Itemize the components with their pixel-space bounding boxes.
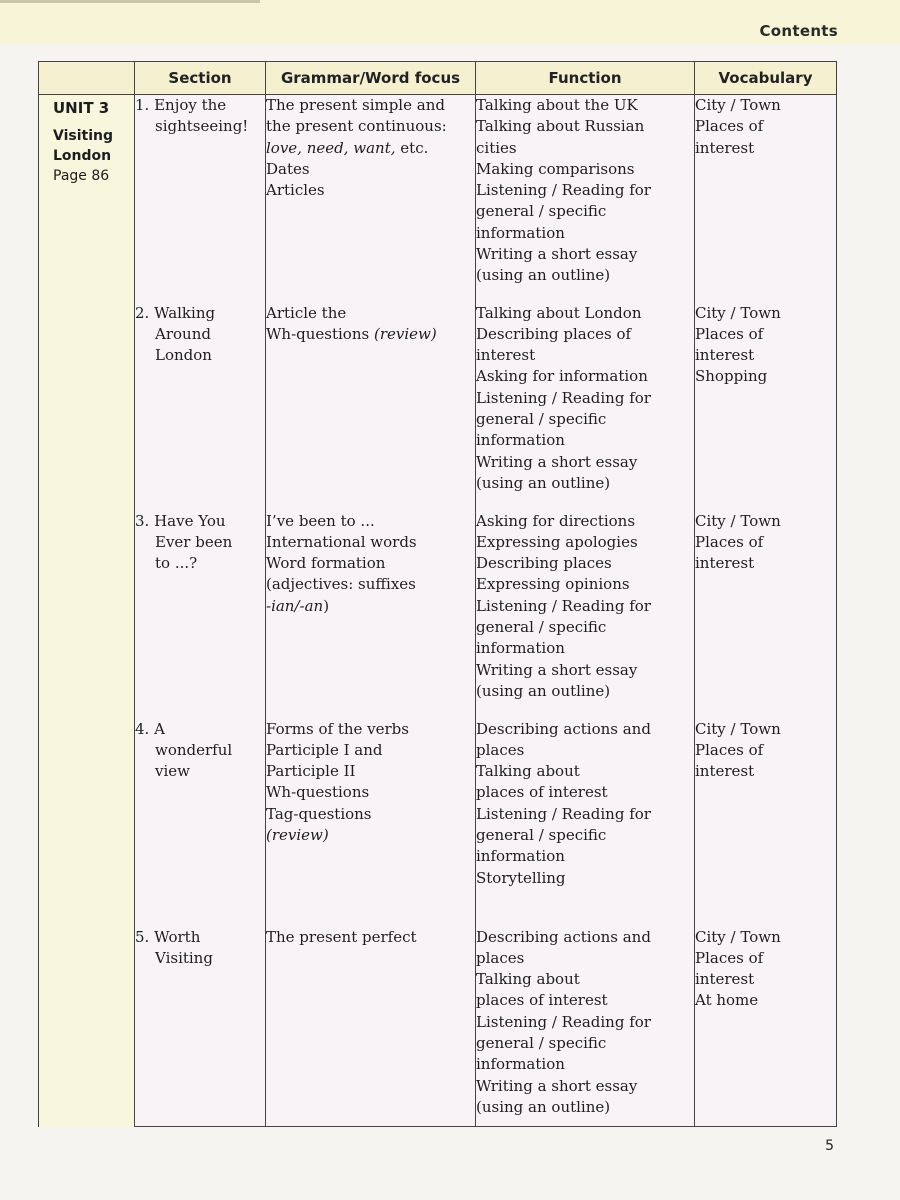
section-line: 2. Walking bbox=[135, 303, 216, 322]
function-line: (using an outline) bbox=[476, 266, 611, 285]
grammar-cell bbox=[266, 719, 476, 927]
grammar-line: (adjectives: suffixes bbox=[266, 575, 416, 594]
function-line: information bbox=[476, 223, 565, 242]
function-line: Writing a short essay bbox=[476, 452, 638, 471]
column-header-vocabulary: Vocabulary bbox=[695, 62, 837, 95]
column-header-section: Section bbox=[135, 62, 266, 95]
function-line: Listening / Reading for bbox=[476, 804, 651, 823]
grammar-line: Dates bbox=[266, 159, 310, 178]
function-line: Storytelling bbox=[476, 868, 566, 887]
function-line: general / specific bbox=[476, 617, 607, 636]
function-line: general / specific bbox=[476, 409, 607, 428]
section-cell bbox=[135, 95, 266, 303]
function-line: Talking about London bbox=[476, 303, 642, 322]
unit-title-line2: London bbox=[53, 148, 112, 164]
function-line: information bbox=[476, 639, 565, 658]
function-line: general / specific bbox=[476, 825, 607, 844]
column-header-function: Function bbox=[476, 62, 695, 95]
grammar-cell bbox=[266, 303, 476, 511]
grammar-line: Tag-questions bbox=[266, 804, 372, 823]
vocabulary-line: interest bbox=[695, 346, 755, 365]
section-line: Visiting bbox=[155, 948, 213, 967]
function-line: Talking about bbox=[476, 762, 580, 781]
table-header-row bbox=[39, 62, 837, 95]
header-unit-cell bbox=[39, 62, 135, 95]
vocabulary-cell bbox=[695, 719, 837, 927]
function-line: Making comparisons bbox=[476, 159, 635, 178]
grammar-cell bbox=[266, 95, 476, 303]
vocabulary-line: Places of bbox=[695, 740, 764, 759]
section-cell bbox=[135, 927, 266, 1127]
function-line: Describing actions and bbox=[476, 719, 651, 738]
function-line: Talking about the UK bbox=[476, 96, 638, 114]
vocabulary-line: City / Town bbox=[695, 927, 781, 946]
vocabulary-line: City / Town bbox=[695, 719, 781, 738]
grammar-line: Participle I and bbox=[266, 740, 383, 759]
vocabulary-line: City / Town bbox=[695, 303, 781, 322]
function-line: information bbox=[476, 431, 565, 450]
section-line: sightseeing! bbox=[155, 117, 249, 136]
section-cell bbox=[135, 719, 266, 927]
function-line: Asking for directions bbox=[476, 511, 636, 530]
function-line: Listening / Reading for bbox=[476, 181, 651, 200]
grammar-line: Wh-questions (review) bbox=[266, 324, 437, 343]
column-header-grammar: Grammar/Word focus bbox=[266, 62, 476, 95]
function-line: Describing actions and bbox=[476, 927, 651, 946]
section-cell bbox=[135, 511, 266, 719]
grammar-cell bbox=[266, 511, 476, 719]
vocabulary-line: City / Town bbox=[695, 96, 781, 114]
function-cell bbox=[476, 511, 695, 719]
function-line: Talking about Russian bbox=[476, 117, 645, 136]
vocabulary-line: interest bbox=[695, 762, 755, 781]
table-row bbox=[39, 511, 837, 719]
vocabulary-line: Places of bbox=[695, 117, 764, 136]
grammar-line: love, need, want, etc. bbox=[266, 138, 429, 157]
table-row bbox=[39, 303, 837, 511]
grammar-line: The present simple and bbox=[266, 96, 445, 114]
section-line: 4. A bbox=[135, 719, 165, 738]
function-line: places bbox=[476, 740, 525, 759]
function-line: Writing a short essay bbox=[476, 1076, 638, 1095]
function-line: Writing a short essay bbox=[476, 245, 638, 264]
unit-number: UNIT 3 bbox=[53, 99, 110, 117]
section-line: wonderful bbox=[155, 740, 233, 759]
vocabulary-line: City / Town bbox=[695, 511, 781, 530]
vocabulary-cell bbox=[695, 927, 837, 1127]
table-row bbox=[39, 927, 837, 1127]
function-line: Listening / Reading for bbox=[476, 388, 651, 407]
unit-page: Page 86 bbox=[53, 168, 110, 184]
function-line: (using an outline) bbox=[476, 1097, 611, 1116]
function-line: Talking about bbox=[476, 970, 580, 989]
function-line: general / specific bbox=[476, 1033, 607, 1052]
grammar-cell bbox=[266, 927, 476, 1127]
function-line: interest bbox=[476, 346, 536, 365]
vocabulary-line: interest bbox=[695, 138, 755, 157]
function-cell bbox=[476, 95, 695, 303]
function-line: information bbox=[476, 1055, 565, 1074]
function-line: information bbox=[476, 847, 565, 866]
grammar-line: (review) bbox=[266, 825, 329, 844]
grammar-line: Articles bbox=[266, 181, 325, 200]
function-line: Listening / Reading for bbox=[476, 1012, 651, 1031]
function-line: general / specific bbox=[476, 202, 607, 221]
vocabulary-line: Places of bbox=[695, 324, 764, 343]
function-line: Expressing apologies bbox=[476, 532, 638, 551]
grammar-line: Forms of the verbs bbox=[266, 719, 409, 738]
grammar-line: International words bbox=[266, 532, 417, 551]
vocabulary-cell bbox=[695, 95, 837, 303]
section-line: view bbox=[155, 762, 190, 781]
function-line: (using an outline) bbox=[476, 473, 611, 492]
function-line: Listening / Reading for bbox=[476, 596, 651, 615]
grammar-line: Article the bbox=[266, 303, 347, 322]
grammar-line: Participle II bbox=[266, 762, 356, 781]
grammar-line: Word formation bbox=[266, 554, 386, 573]
section-line: to ...? bbox=[155, 554, 198, 573]
vocabulary-line: interest bbox=[695, 970, 755, 989]
function-cell bbox=[476, 927, 695, 1127]
unit-cell bbox=[39, 95, 135, 1127]
header-rule bbox=[0, 0, 260, 3]
contents-heading: Contents bbox=[759, 22, 838, 40]
section-line: Ever been bbox=[155, 532, 233, 551]
vocabulary-line: Places of bbox=[695, 948, 764, 967]
section-line: 3. Have You bbox=[135, 511, 226, 530]
vocabulary-line: interest bbox=[695, 554, 755, 573]
section-line: London bbox=[155, 346, 212, 365]
section-line: Around bbox=[155, 324, 211, 343]
vocabulary-line: At home bbox=[695, 991, 759, 1010]
table-row bbox=[39, 719, 837, 927]
section-line: 1. Enjoy the bbox=[135, 96, 227, 114]
function-line: Describing places bbox=[476, 554, 612, 573]
unit-title-line1: Visiting bbox=[53, 128, 113, 144]
function-line: Describing places of bbox=[476, 324, 632, 343]
function-line: places bbox=[476, 948, 525, 967]
contents-table bbox=[38, 61, 837, 1127]
function-line: Asking for information bbox=[476, 367, 648, 386]
grammar-line: the present continuous: bbox=[266, 117, 447, 136]
section-cell bbox=[135, 303, 266, 511]
vocabulary-line: Shopping bbox=[695, 367, 768, 386]
function-line: places of interest bbox=[476, 991, 608, 1010]
function-cell bbox=[476, 303, 695, 511]
grammar-line: The present perfect bbox=[266, 927, 417, 946]
function-line: (using an outline) bbox=[476, 681, 611, 700]
function-line: Writing a short essay bbox=[476, 660, 638, 679]
vocabulary-line: Places of bbox=[695, 532, 764, 551]
grammar-line: I’ve been to ... bbox=[266, 511, 375, 530]
function-line: places of interest bbox=[476, 783, 608, 802]
section-line: 5. Worth bbox=[135, 927, 201, 946]
vocabulary-cell bbox=[695, 511, 837, 719]
table-row bbox=[39, 95, 837, 303]
page-number: 5 bbox=[825, 1138, 834, 1154]
vocabulary-cell bbox=[695, 303, 837, 511]
grammar-line: -ian/-an) bbox=[266, 596, 330, 615]
function-line: Expressing opinions bbox=[476, 575, 630, 594]
grammar-line: Wh-questions bbox=[266, 783, 370, 802]
function-line: cities bbox=[476, 138, 517, 157]
function-cell bbox=[476, 719, 695, 927]
